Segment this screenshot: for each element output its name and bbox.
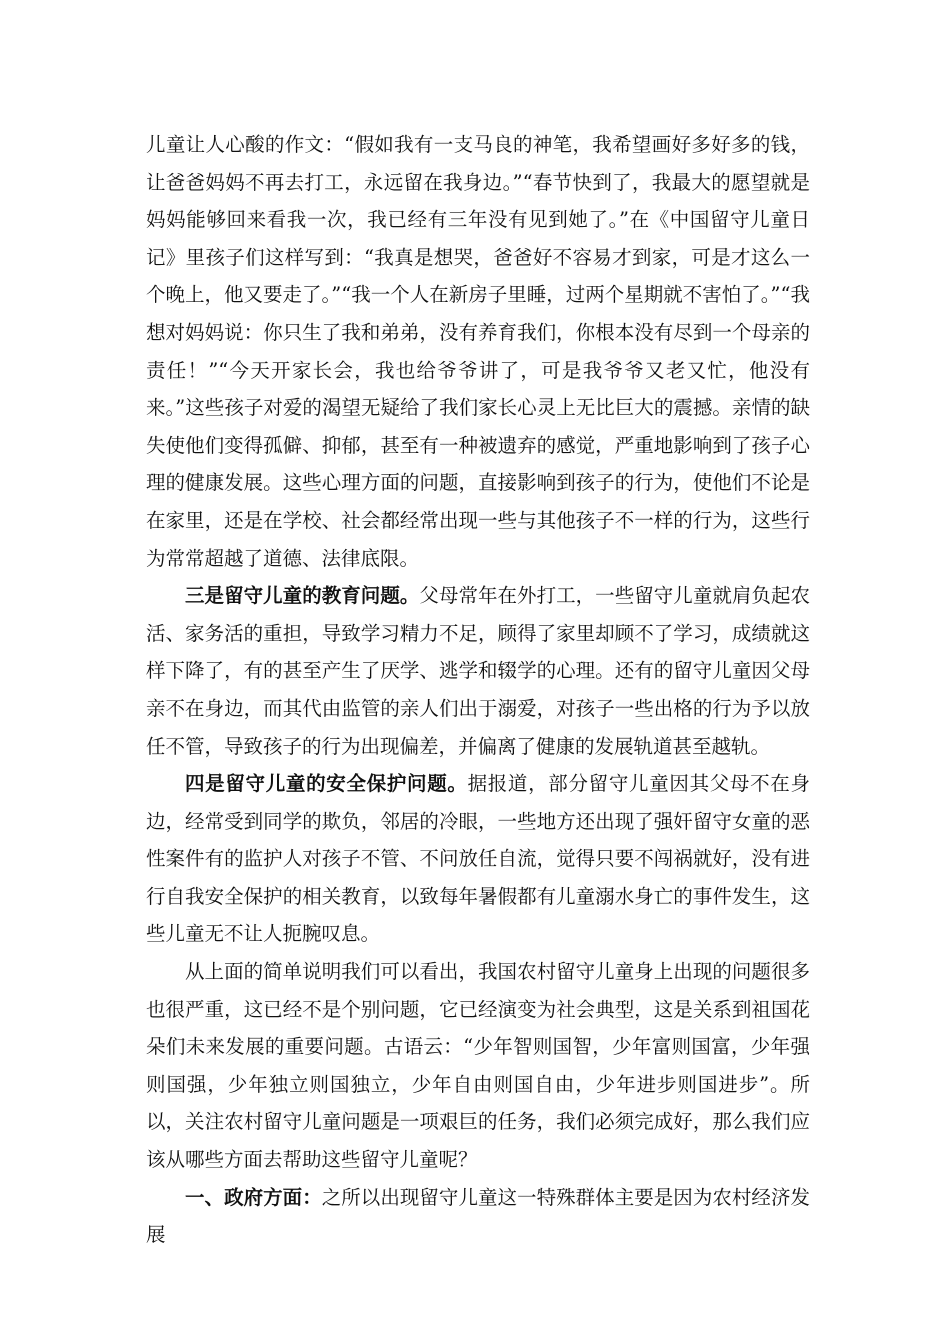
paragraph-text: 从上面的简单说明我们可以看出，我国农村留守儿童身上出现的问题很多也很严重，这已经不是个别问题，它已经演变为社会典型，这是关系到祖国花朵们未来发展的重要问题。古语云：“少年智则国智，少年富则国富，少年强则国强，少年独立则国独立，少年自由则国自由，少年进步则国进步”。所以，关注农村留守儿童问题是一项艰巨的任务，我们必须完成好，那么我们应该从哪些方面去帮助这些留守儿童呢？	[146, 960, 810, 1172]
paragraph-summary	[146, 953, 810, 1179]
paragraph-education-problem	[146, 577, 810, 765]
paragraph-text: 儿童让人心酸的作文：“假如我有一支马良的神笔，我希望画好多好多的钱，让爸爸妈妈不再去打工，永远留在我身边。”“春节快到了，我最大的愿望就是妈妈能够回来看我一次，我已经有三年没有见到她了。”在《中国留守儿童日记》里孩子们这样写到：“我真是想哭，爸爸好不容易才到家，可是才这么一个晚上，他又要走了。”“我一个人在新房子里睡，过两个星期就不害怕了。”“我想对妈妈说：你只生了我和弟弟，没有养育我们，你根本没有尽到一个母亲的责任！”“今天开家长会，我也给爷爷讲了，可是我爷爷又老又忙，他没有来。”这些孩子对爱的渴望无疑给了我们家长心灵上无比巨大的震撼。亲情的缺失使他们变得孤僻、抑郁，甚至有一种被遗弃的感觉，严重地影响到了孩子心理的健康发展。这些心理方面的问题，直接影响到孩子的行为，使他们不论是在家里，还是在学校、社会都经常出现一些与其他孩子不一样的行为，这些行为常常超越了道德、法律底限。	[146, 133, 810, 570]
paragraph-children-letters	[146, 126, 810, 577]
paragraph-text: 之所以出现留守儿童这一特殊群体主要是因为农村经济发展	[146, 1185, 810, 1247]
paragraph-government	[146, 1179, 810, 1254]
document-body	[146, 126, 810, 1254]
paragraph-heading: 四是留守儿童的安全保护问题。	[185, 772, 468, 796]
paragraph-safety-problem	[146, 765, 810, 953]
paragraph-heading: 三是留守儿童的教育问题。	[185, 584, 420, 608]
paragraph-text: 据报道，部分留守儿童因其父母不在身边，经常受到同学的欺负，邻居的冷眼，一些地方还出现了强奸留守女童的恶性案件有的监护人对孩子不管、不问放任自流，觉得只要不闯祸就好，没有进行自我安全保护的相关教育，以致每年暑假都有儿童溺水身亡的事件发生，这些儿童无不让人扼腕叹息。	[146, 772, 810, 946]
paragraph-text: 父母常年在外打工，一些留守儿童就肩负起农活、家务活的重担，导致学习精力不足，顾得了家里却顾不了学习，成绩就这样下降了，有的甚至产生了厌学、逃学和辍学的心理。还有的留守儿童因父母亲不在身边，而其代由监管的亲人们出于溺爱，对孩子一些出格的行为予以放任不管，导致孩子的行为出现偏差，并偏离了健康的发展轨道甚至越轨。	[146, 584, 810, 758]
paragraph-heading: 一、政府方面：	[185, 1185, 322, 1209]
